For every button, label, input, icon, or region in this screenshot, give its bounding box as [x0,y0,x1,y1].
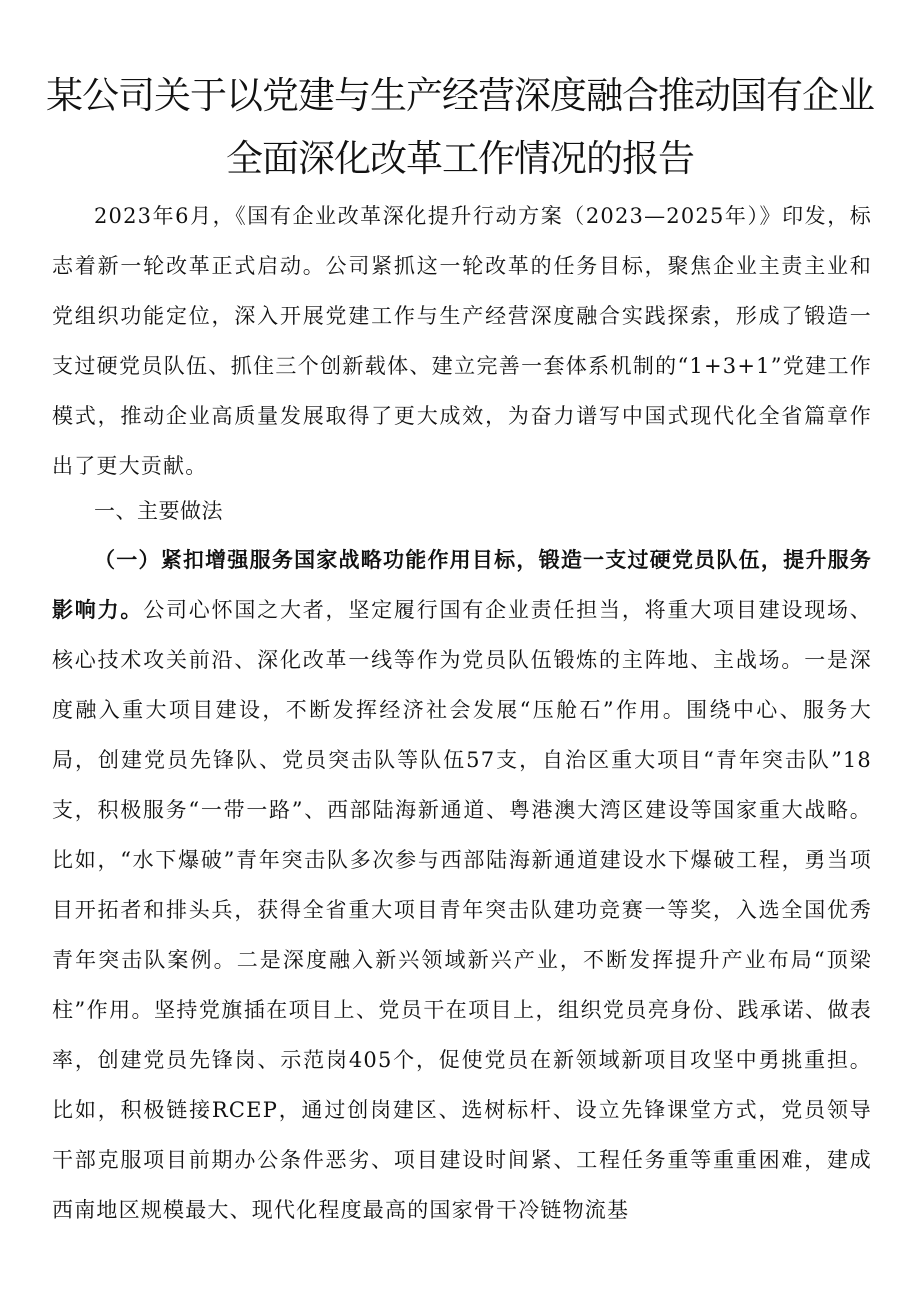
subsection-heading: （一）紧扣增强服务国家战略功能作用目标，锻造一支过硬党员队伍，提升服务影响力。 [52,547,872,622]
document-title-line-2: 全面深化改革工作情况的报告 [226,137,694,180]
subsection-body: 公司心怀国之大者，坚定履行国有企业责任担当，将重大项目建设现场、核心技术攻关前沿、深化改革一线等作为党员队伍锻炼的主阵地、主战场。一是深度融入重大项目建设，不断发挥经济社会发展“压舱石”作用。围绕中心、服务大局，创建党员先锋队、党员突击队等队伍57支，自治区重大项目“青年突击队”18支，积极服务“一带一路”、西部陆海新通道、粤港澳大湾区建设等国家重大战略。比如，“水下爆破”青年突击队多次参与西部陆海新通道建设水下爆破工程，勇当项目开拓者和排头兵，获得全省重大项目青年突击队建功竞赛一等奖，入选全国优秀青年突击队案例。二是深度融入新兴领域新兴产业，不断发挥提升产业布局“顶梁柱”作用。坚持党旗插在项目上、党员干在项目上，组织党员亮身份、践承诺、做表率，创建党员先锋岗、示范岗405个，促使党员在新领域新项目攻坚中勇挑重担。比如，积极链接RCEP，通过创岗建区、选树标杆、设立先锋课堂方式，党员领导干部克服项目前期办公条件恶劣、项目建设时间紧、工程任务重等重重困难，建成西南地区规模最大、现代化程度最高的国家骨干冷链物流基 [52,598,872,1222]
subsection-paragraph [52,535,872,1235]
document-title-line-1: 某公司关于以党建与生产经营深度融合推动国有企业 [46,74,874,117]
section-heading: 一、主要做法 [94,499,223,523]
intro-paragraph: 2023年6月，《国有企业改革深化提升行动方案（2023—2025年）》印发，标志着新一轮改革正式启动。公司紧抓这一轮改革的任务目标，聚焦企业主责主业和党组织功能定位，深入开展党建工作与生产经营深度融合实践探索，形成了锻造一支过硬党员队伍、抓住三个创新载体、建立完善一套体系机制的“1+3+1”党建工作模式，推动企业高质量发展取得了更大成效，为奋力谱写中国式现代化全省篇章作出了更大贡献。 [52,204,872,478]
